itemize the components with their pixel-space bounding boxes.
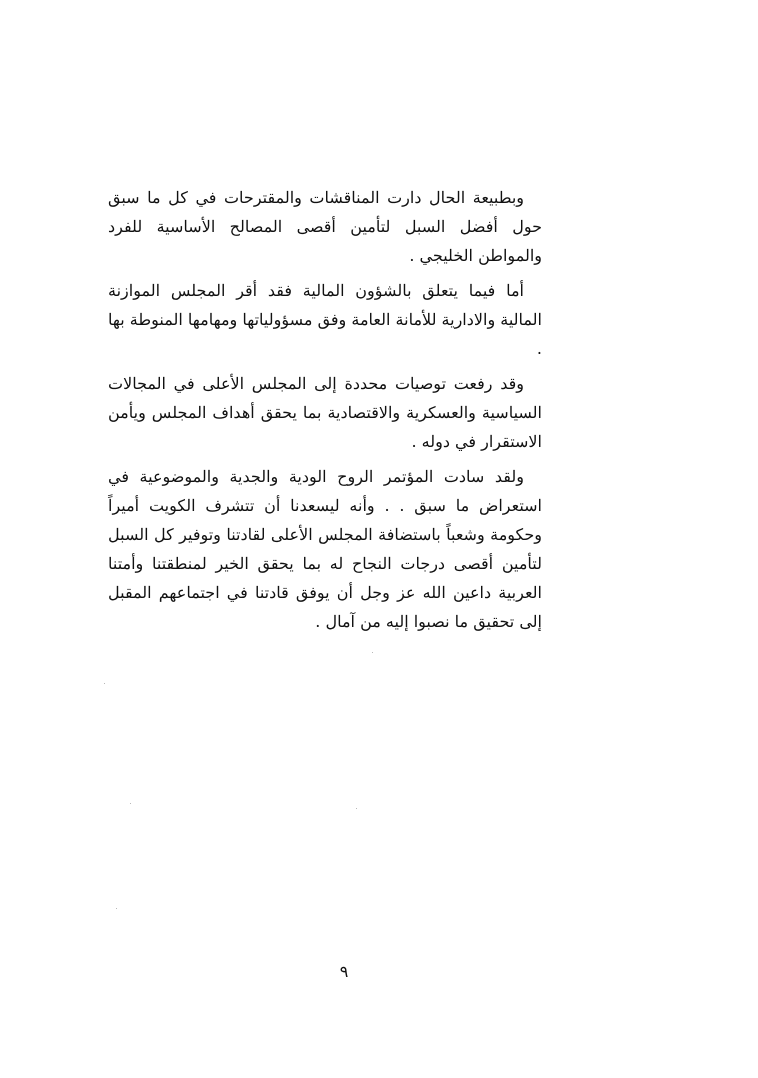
page-number: ٩ (339, 962, 349, 981)
paragraph-recommendations: وقد رفعت توصيات محددة إلى المجلس الأعلى في المجالات السياسية والعسكرية والاقتصادية بما يحقق أهداف المجلس ويأمن الاستقرار في دوله . (108, 374, 542, 451)
body-text (108, 183, 542, 636)
paragraph-gulf-citizen: وبطبيعة الحال دارت المناقشات والمقترحات في كل ما سبق حول أفضل السبل لتأمين أقصى المصالح الأساسية للفرد والمواطن الخليجي . (108, 188, 542, 265)
scan-speck (130, 803, 131, 804)
scan-speck (372, 652, 373, 653)
paragraph-conference-spirit: ولقد سادت المؤتمر الروح الودية والجدية والموضوعية في استعراض ما سبق . . وأنه ليسعدنا أن تتشرف الكويت أميراً وحكومة وشعباً باستضافة المجلس الأعلى لقادتنا وتوفير كل السبل لتأمين أقصى درجات النجاح له بما يحقق الخير لمنطقتنا وأمتنا العربية داعين الله عز وجل أن يوفق قادتنا في اجتماعهم المقبل إلى تحقيق ما نصبوا إليه من آمال . (108, 467, 542, 631)
paragraph-financial-affairs: أما فيما يتعلق بالشؤون المالية فقد أقر المجلس الموازنة المالية والادارية للأمانة العامة وفق مسؤولياتها ومهامها المنوطة بها . (108, 281, 542, 358)
scan-speck (116, 908, 117, 909)
scan-speck (356, 808, 357, 809)
scan-speck (104, 683, 105, 684)
